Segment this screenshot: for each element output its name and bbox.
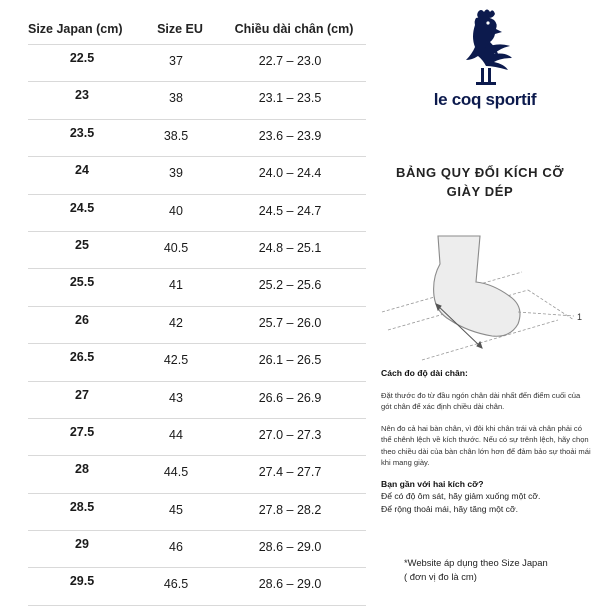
- table-row: [28, 44, 366, 81]
- table-row: [28, 567, 366, 605]
- cell-foot-length: 27.8 – 28.2: [258, 502, 322, 517]
- between-sizes-tip-1: Để có độ ôm sát, hãy giảm xuống một cỡ.: [381, 491, 541, 501]
- brand-logo: [425, 8, 545, 110]
- table-row: [28, 306, 366, 343]
- cell-size-japan: 29.5: [69, 574, 95, 589]
- title-line-2: GIÀY DÉP: [446, 184, 514, 199]
- table-row: [28, 194, 366, 231]
- cell-foot-length: 24.5 – 24.7: [258, 203, 322, 218]
- title-line-1: BẢNG QUY ĐỔI KÍCH CỠ: [395, 165, 565, 180]
- cell-foot-length: 26.6 – 26.9: [258, 390, 322, 405]
- cell-size-japan: 28: [75, 462, 89, 477]
- table-row: [28, 231, 366, 268]
- howto-paragraph-1: Đặt thước đo từ đầu ngón chân dài nhất đến điểm cuối của gót chân để xác định chiều dài chân.: [381, 390, 581, 411]
- cell-size-japan: 26: [75, 312, 89, 327]
- cell-size-eu: 44: [169, 427, 183, 442]
- cell-size-eu: 43: [169, 390, 183, 405]
- cell-size-eu: 42.5: [163, 353, 189, 368]
- howto-title: Cách đo độ dài chân:: [381, 368, 468, 378]
- cell-size-japan: 27.5: [69, 424, 95, 439]
- cell-foot-length: 26.1 – 26.5: [258, 353, 322, 368]
- between-sizes-title: Bạn gần với hai kích cỡ?: [381, 478, 484, 489]
- cell-size-eu: 40: [169, 203, 183, 218]
- footnote: [404, 556, 594, 584]
- between-sizes-tip-2: Để rộng thoải mái, hãy tăng một cỡ.: [381, 504, 518, 514]
- cell-size-eu: 40.5: [163, 240, 189, 255]
- cell-size-eu: 38: [169, 91, 183, 106]
- how-to-measure: [381, 368, 591, 516]
- cell-foot-length: 24.8 – 25.1: [258, 240, 322, 255]
- header-size-eu: Size EU: [157, 22, 203, 36]
- cell-size-eu: 38.5: [163, 128, 189, 143]
- table-row: [28, 418, 366, 455]
- footnote-line-1: *Website áp dụng theo Size Japan: [404, 557, 548, 568]
- table-header: [28, 14, 366, 44]
- cell-size-eu: 44.5: [163, 465, 189, 480]
- cell-size-japan: 24.5: [69, 200, 95, 215]
- table-row: [28, 156, 366, 193]
- cell-size-japan: 23.5: [69, 125, 95, 140]
- table-row: [28, 81, 366, 118]
- table-row: [28, 493, 366, 530]
- cell-foot-length: 25.7 – 26.0: [258, 315, 322, 330]
- cell-foot-length: 22.7 – 23.0: [258, 54, 322, 68]
- cell-foot-length: 28.6 – 29.0: [258, 577, 322, 592]
- cell-size-japan: 26.5: [69, 350, 95, 365]
- cell-size-japan: 23: [75, 88, 89, 103]
- cell-size-japan: 27: [75, 387, 89, 402]
- howto-paragraph-2: Nên đo cả hai bàn chân, vì đôi khi chân trái và chân phải có thể chênh lệch về kích thước. Nếu có sự trênh lệch, hãy chọn theo chiều dài của bàn chân lớn hơn để đảm bảo sự thoải mái khi mang giày.: [381, 423, 591, 467]
- table-row: [28, 381, 366, 418]
- rooster-logo-icon: [454, 8, 516, 88]
- header-size-japan: Size Japan (cm): [28, 22, 123, 36]
- cell-foot-length: 27.0 – 27.3: [258, 427, 322, 442]
- cell-foot-length: 28.6 – 29.0: [258, 540, 322, 555]
- cell-size-japan: 25: [75, 237, 89, 252]
- table-row: [28, 268, 366, 305]
- cell-size-eu: 41: [169, 278, 183, 293]
- cell-size-japan: 29: [75, 537, 89, 552]
- cell-size-eu: 42: [169, 315, 183, 330]
- table-row: [28, 119, 366, 156]
- footnote-line-2: ( đơn vị đo là cm): [404, 571, 477, 582]
- table-row: [28, 455, 366, 492]
- table-body: [28, 44, 366, 606]
- foot-measure-icon: [378, 228, 574, 368]
- cell-foot-length: 27.4 – 27.7: [258, 465, 322, 480]
- size-chart-table: [28, 14, 366, 606]
- cell-foot-length: 23.6 – 23.9: [258, 128, 322, 143]
- cell-size-japan: 25.5: [69, 275, 95, 290]
- page-title: [380, 163, 580, 201]
- cell-size-japan: 24: [75, 163, 89, 178]
- cell-size-eu: 45: [169, 502, 183, 517]
- cell-size-eu: 46.5: [163, 577, 189, 592]
- cell-size-eu: 46: [169, 540, 183, 555]
- cell-size-eu: 37: [169, 54, 183, 68]
- cell-size-eu: 39: [169, 166, 183, 181]
- header-foot-length: Chiều dài chân (cm): [234, 22, 354, 36]
- cell-foot-length: 24.0 – 24.4: [258, 166, 322, 181]
- cell-size-japan: 28.5: [69, 499, 95, 514]
- cell-foot-length: 25.2 – 25.6: [258, 278, 322, 293]
- measure-value: 1: [577, 312, 583, 322]
- table-row: [28, 343, 366, 380]
- table-row: [28, 530, 366, 567]
- cell-size-japan: 22.5: [69, 51, 95, 65]
- cell-foot-length: 23.1 – 23.5: [258, 91, 322, 106]
- brand-name: le coq sportif: [433, 90, 537, 109]
